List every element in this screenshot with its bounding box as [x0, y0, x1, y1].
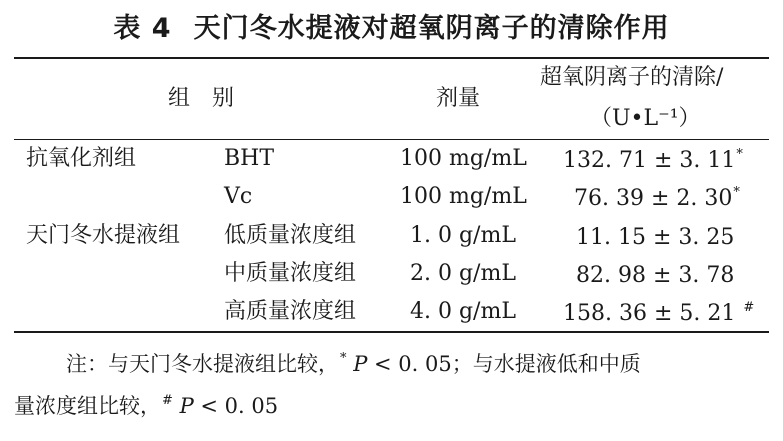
header-clearance-unit: （U•L⁻¹）: [590, 106, 701, 131]
footnote-hash: #: [162, 393, 173, 408]
row2-mark: *: [733, 185, 740, 200]
footnote-star: *: [340, 351, 347, 366]
row2-dose: 100 mg/mL: [400, 184, 527, 209]
top-rule: [14, 57, 769, 59]
table-number: 表 4: [113, 13, 172, 44]
footnote-p1: P: [353, 352, 368, 376]
header-group: 组 别: [168, 86, 235, 111]
footnote-line1: [66, 352, 641, 375]
row5-value: [563, 301, 754, 325]
table-title: [0, 6, 783, 45]
footnote-text4: < 0. 05: [193, 394, 279, 418]
footnote-line2: [14, 394, 278, 417]
row5-dose: 4. 0 g/mL: [410, 299, 516, 324]
header-rule: [14, 139, 769, 140]
row5-subgroup: 高质量浓度组: [224, 299, 357, 324]
row2-value: [574, 186, 740, 210]
row2-value-text: 76. 39 ± 2. 30: [574, 186, 733, 211]
footnote-text2: < 0. 05；与水提液低和中质: [367, 352, 641, 376]
row4-dose: 2. 0 g/mL: [410, 261, 516, 286]
table-title-text: 天门冬水提液对超氧阴离子的清除作用: [193, 13, 670, 44]
header-clearance-line1: 超氧阴离子的清除/: [540, 65, 724, 90]
row1-subgroup: BHT: [224, 146, 275, 171]
row2-subgroup: Vc: [224, 184, 253, 209]
header-dose: 剂量: [436, 86, 481, 111]
row5-value-text: 158. 36 ± 5. 21: [563, 301, 736, 326]
row4-value: [576, 263, 735, 287]
footnote-text1: 注：与天门冬水提液组比较，: [66, 352, 339, 376]
row5-mark: #: [743, 300, 755, 315]
bottom-rule: [14, 331, 769, 333]
row1-mark: *: [736, 147, 743, 162]
row3-value-text: 11. 15 ± 3. 25: [576, 225, 735, 250]
row3-group: 天门冬水提液组: [26, 223, 181, 248]
row3-value: [576, 225, 735, 249]
row3-subgroup: 低质量浓度组: [224, 223, 357, 248]
footnote-p2: P: [179, 394, 194, 418]
row1-group: 抗氧化剂组: [26, 146, 137, 171]
row3-dose: 1. 0 g/mL: [410, 223, 516, 248]
footnote-text3: 量浓度组比较，: [14, 394, 161, 418]
row4-subgroup: 中质量浓度组: [224, 261, 357, 286]
row1-value: [563, 148, 743, 172]
row1-value-text: 132. 71 ± 3. 11: [563, 148, 736, 173]
row1-dose: 100 mg/mL: [400, 146, 527, 171]
row4-value-text: 82. 98 ± 3. 78: [576, 263, 735, 288]
